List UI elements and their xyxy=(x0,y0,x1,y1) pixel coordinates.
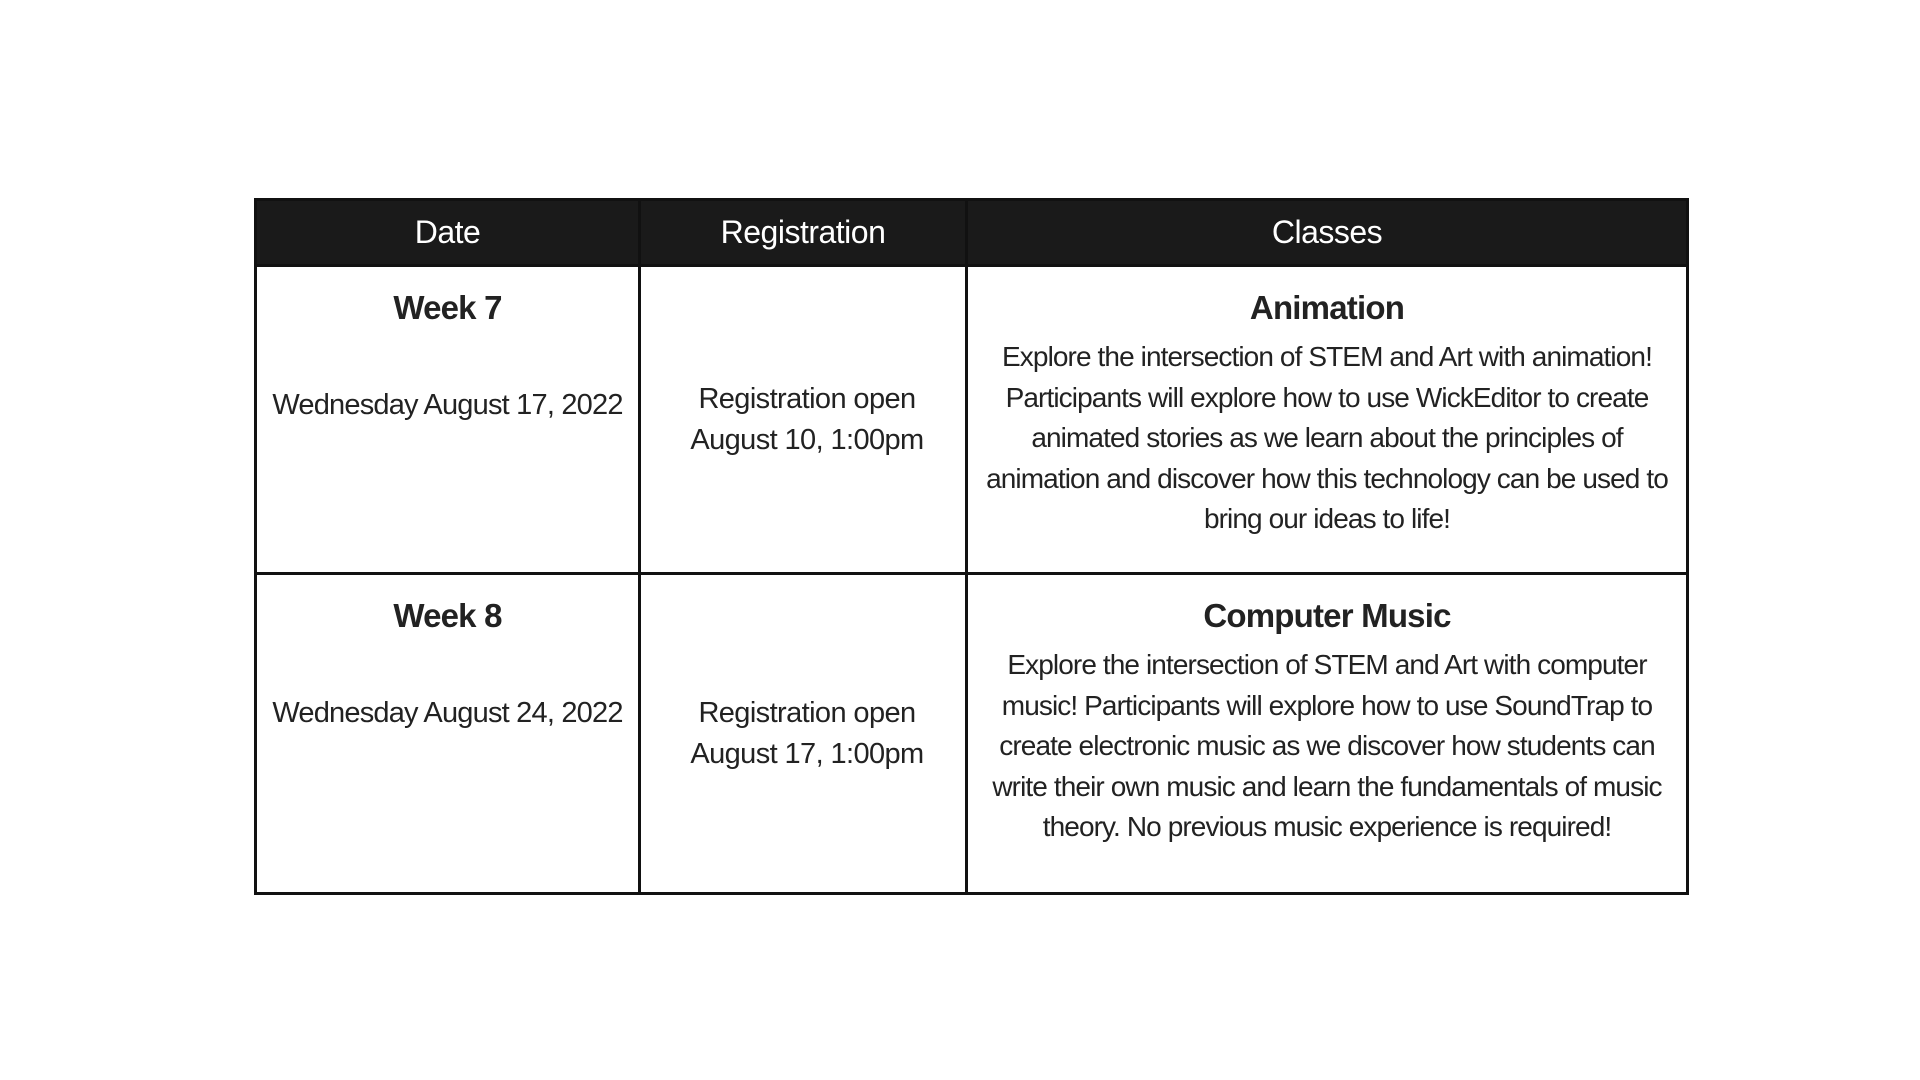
class-title: Computer Music xyxy=(1203,597,1451,634)
registration-status: Registration open xyxy=(698,696,916,729)
class-cell xyxy=(967,266,1688,574)
registration-open-time: August 10, 1:00pm xyxy=(690,423,924,456)
column-header-date: Date xyxy=(256,200,640,266)
class-title: Animation xyxy=(1249,289,1405,326)
registration-cell xyxy=(640,266,967,574)
registration-open-time: August 17, 1:00pm xyxy=(690,737,924,770)
date-cell xyxy=(256,574,640,894)
table-row xyxy=(256,266,1688,574)
class-description: Explore the intersection of STEM and Art with animation! Participants will explore how to use WickEditor to create animated stories as we learn about the principles of animation and discover how this technology can be used to bring our ideas to life! xyxy=(986,341,1668,534)
header-row xyxy=(256,200,1688,266)
date-text: Wednesday August 17, 2022 xyxy=(272,389,623,421)
date-text: Wednesday August 24, 2022 xyxy=(272,697,623,729)
week-label: Week 7 xyxy=(393,289,502,326)
schedule-table xyxy=(254,198,1689,895)
registration-status: Registration open xyxy=(698,382,916,415)
class-cell xyxy=(967,574,1688,894)
table-row xyxy=(256,574,1688,894)
class-description: Explore the intersection of STEM and Art with computer music! Participants will explore how to use SoundTrap to create electronic music as we discover how students can write their own music and learn the fundamentals of music theory. No previous music experience is required! xyxy=(992,649,1662,842)
week-label: Week 8 xyxy=(393,597,502,634)
date-cell xyxy=(256,266,640,574)
column-header-classes: Classes xyxy=(967,200,1688,266)
registration-cell xyxy=(640,574,967,894)
column-header-registration: Registration xyxy=(640,200,967,266)
